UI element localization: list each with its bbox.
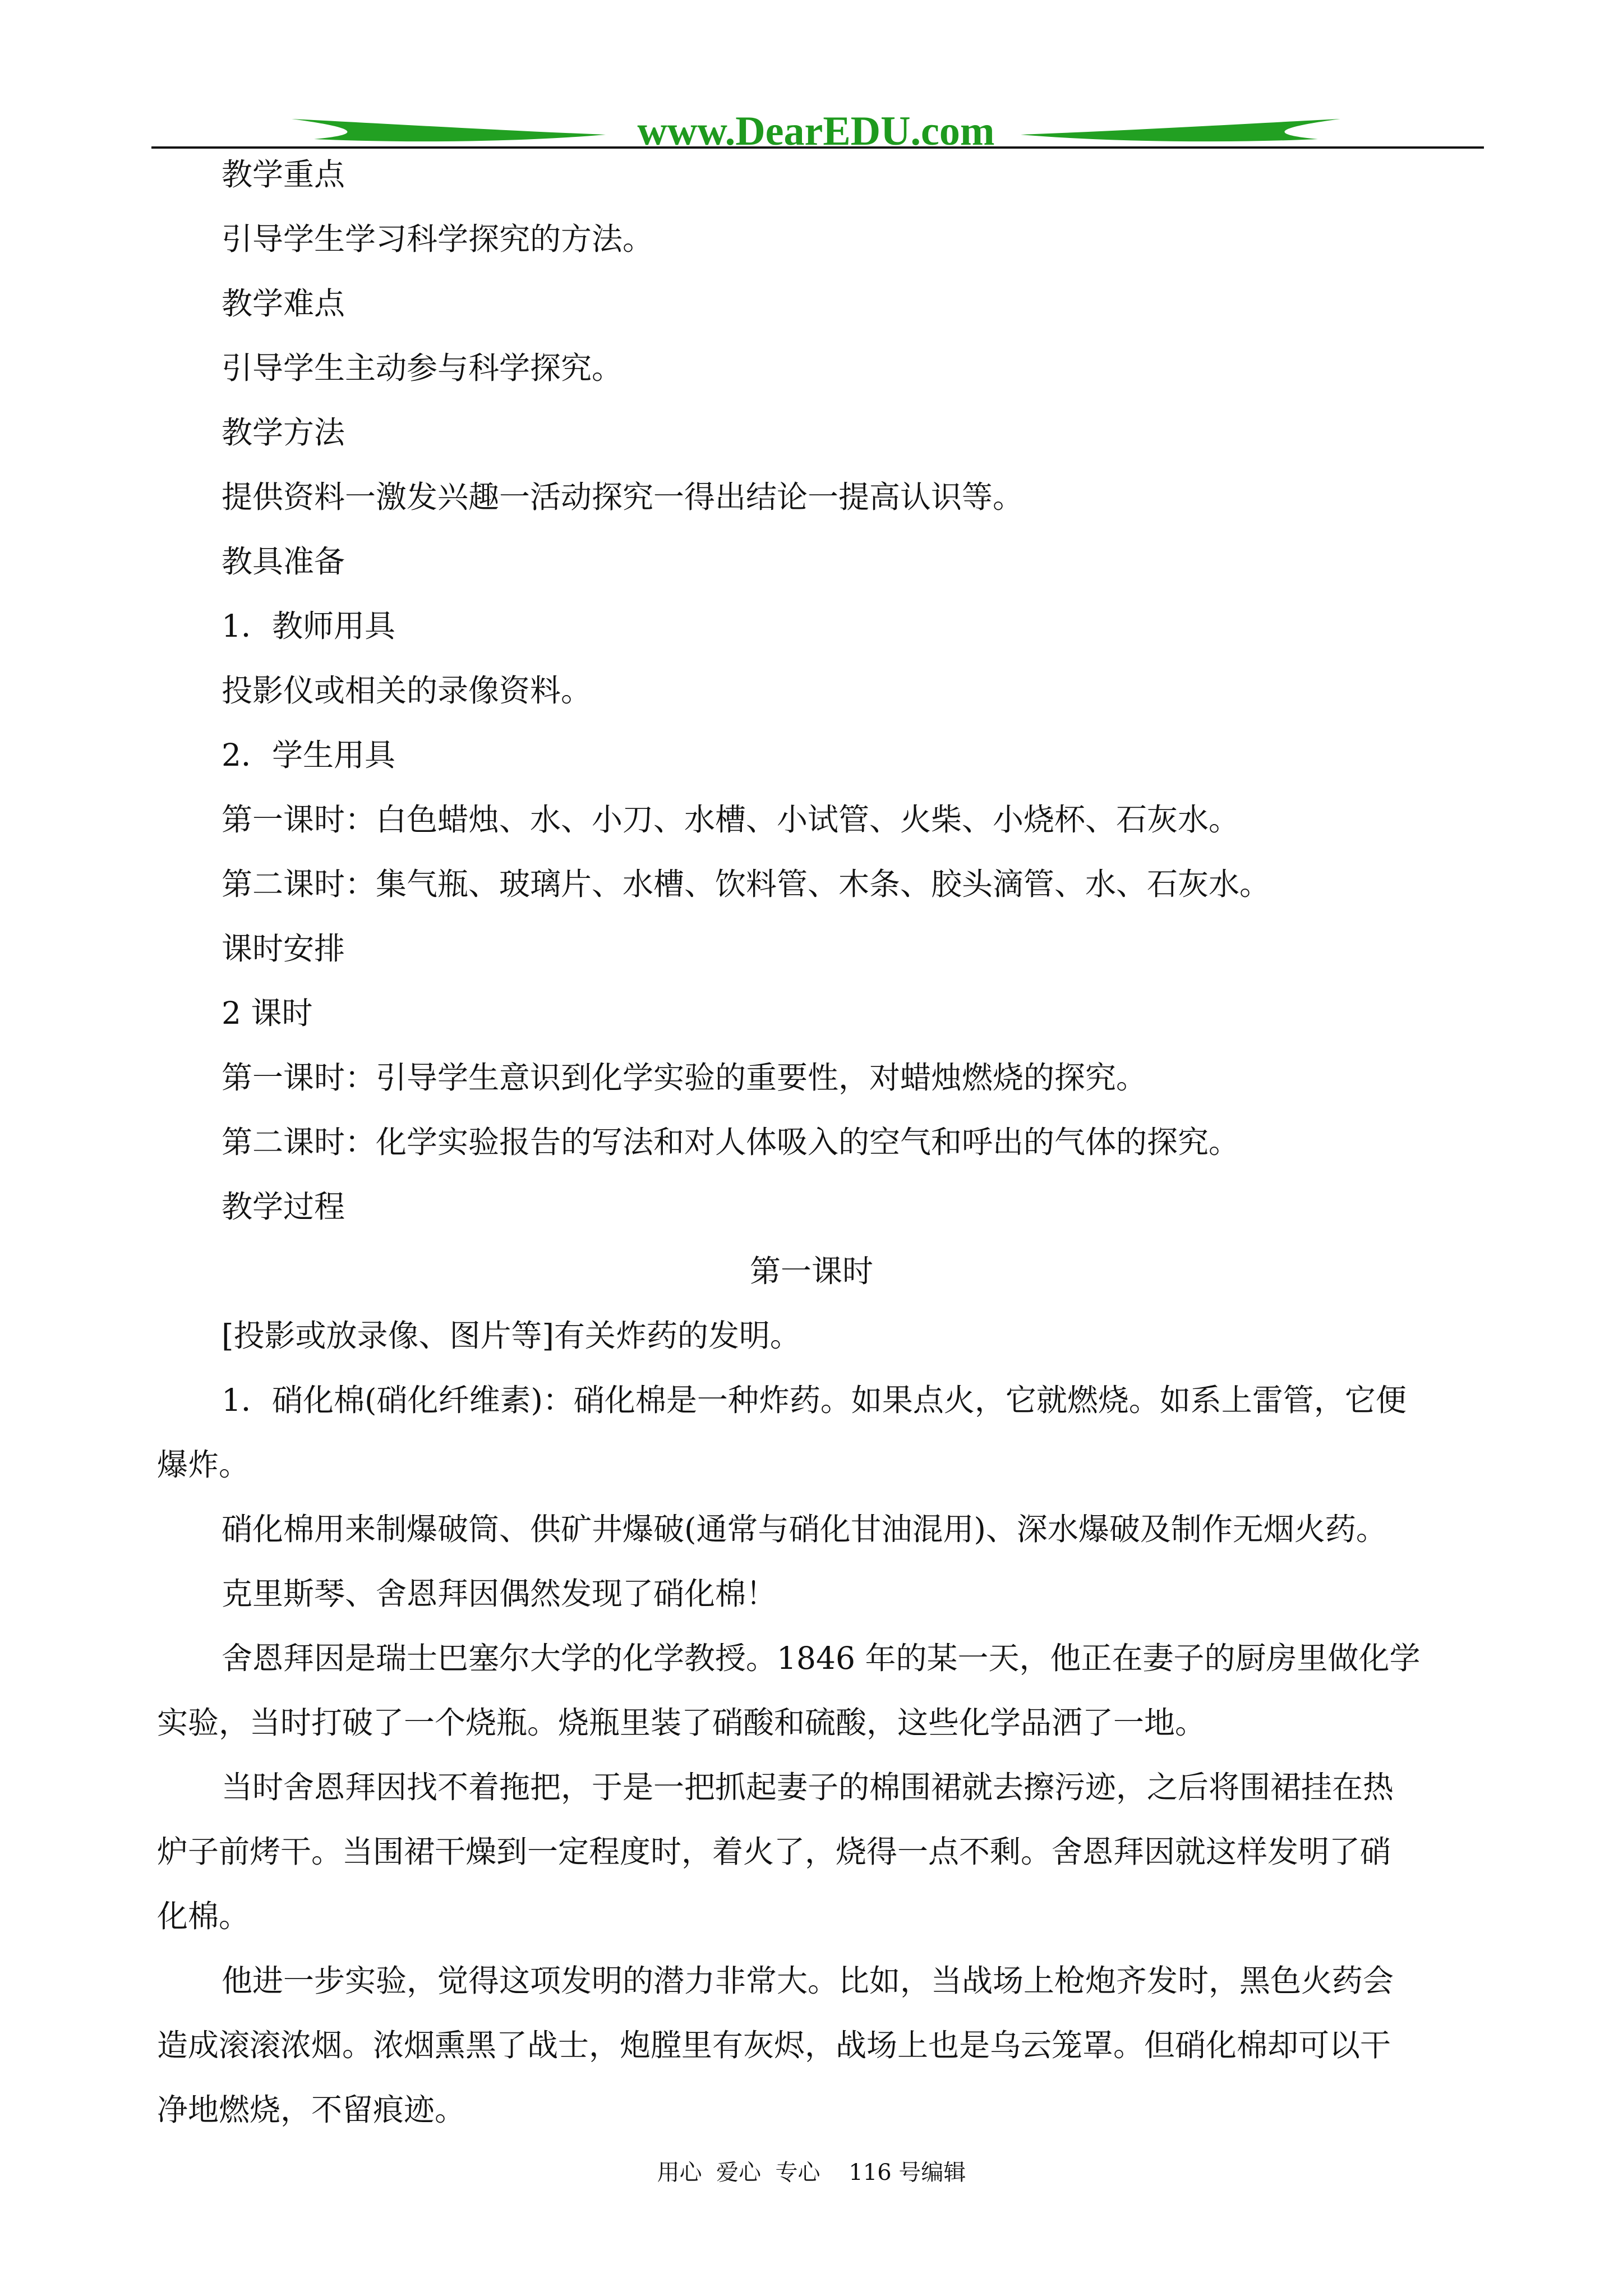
paragraph-line: 引导学生主动参与科学探究。: [222, 350, 623, 386]
section-heading-schedule: 课时安排: [222, 931, 345, 967]
paragraph-line: 炉子前烤干。当围裙干燥到一定程度时，着火了，烧得一点不剩。舍恩拜因就这样发明了硝: [157, 1834, 1391, 1870]
logo-left-swoosh: [292, 119, 606, 141]
paragraph-line: 2 课时: [222, 995, 313, 1031]
section-heading-process: 教学过程: [222, 1189, 345, 1225]
paragraph-line: 第一课时：白色蜡烛、水、小刀、水槽、小试管、火柴、小烧杯、石灰水。: [222, 802, 1240, 838]
site-logo: [292, 107, 1340, 157]
section-heading-difficulties: 教学难点: [222, 286, 345, 321]
paragraph-line: 爆炸。: [157, 1447, 250, 1483]
lesson-title: 第一课时: [749, 1253, 873, 1289]
logo-text: www.DearEDU.com: [637, 108, 995, 154]
paragraph-line: 1．硝化棉(硝化纤维素)：硝化棉是一种炸药。如果点火，它就燃烧。如系上雷管，它便: [222, 1382, 1407, 1418]
paragraph-line: 第一课时：引导学生意识到化学实验的重要性，对蜡烛燃烧的探究。: [222, 1060, 1147, 1096]
paragraph-line: 第二课时：集气瓶、玻璃片、水槽、饮料管、木条、胶头滴管、水、石灰水。: [222, 866, 1271, 902]
paragraph-line: 第二课时：化学实验报告的写法和对人体吸入的空气和呼出的气体的探究。: [222, 1124, 1240, 1160]
paragraph-line: 提供资料一激发兴趣一活动探究一得出结论一提高认识等。: [222, 479, 1024, 515]
paragraph-line: 舍恩拜因是瑞士巴塞尔大学的化学教授。1846 年的某一天，他正在妻子的厨房里做化学: [222, 1640, 1421, 1676]
list-item-heading: 1．教师用具: [222, 608, 395, 644]
paragraph-line: 引导学生学习科学探究的方法。: [222, 221, 654, 257]
paragraph-line: 化棉。: [157, 1898, 250, 1934]
paragraph-line: 投影仪或相关的录像资料。: [222, 673, 592, 708]
list-item-heading: 2．学生用具: [222, 737, 395, 773]
paragraph-line: 实验，当时打破了一个烧瓶。烧瓶里装了硝酸和硫酸，这些化学品洒了一地。: [157, 1705, 1206, 1741]
paragraph-line: 他进一步实验，觉得这项发明的潜力非常大。比如，当战场上枪炮齐发时，黑色火药会: [222, 1963, 1394, 1999]
logo-right-swoosh: [1021, 119, 1340, 141]
paragraph-line: 净地燃烧，不留痕迹。: [157, 2092, 466, 2128]
paragraph-line: 克里斯琴、舍恩拜因偶然发现了硝化棉！: [222, 1576, 777, 1612]
paragraph-line: [投影或放录像、图片等]有关炸药的发明。: [222, 1318, 801, 1354]
paragraph-line: 造成滚滚浓烟。浓烟熏黑了战士，炮膛里有灰烬，战场上也是乌云笼罩。但硝化棉却可以干: [157, 2027, 1391, 2063]
paragraph-line: 硝化棉用来制爆破筒、供矿井爆破(通常与硝化甘油混用)、深水爆破及制作无烟火药。: [222, 1511, 1387, 1547]
section-heading-methods: 教学方法: [222, 415, 345, 450]
header-divider: [151, 146, 1484, 149]
page-footer: 用心 爱心 专心 116 号编辑: [657, 2160, 966, 2185]
section-heading-key-points: 教学重点: [222, 157, 345, 192]
paragraph-line: 当时舍恩拜因找不着拖把，于是一把抓起妻子的棉围裙就去擦污迹，之后将围裙挂在热: [222, 1769, 1394, 1805]
section-heading-materials: 教具准备: [222, 544, 345, 579]
